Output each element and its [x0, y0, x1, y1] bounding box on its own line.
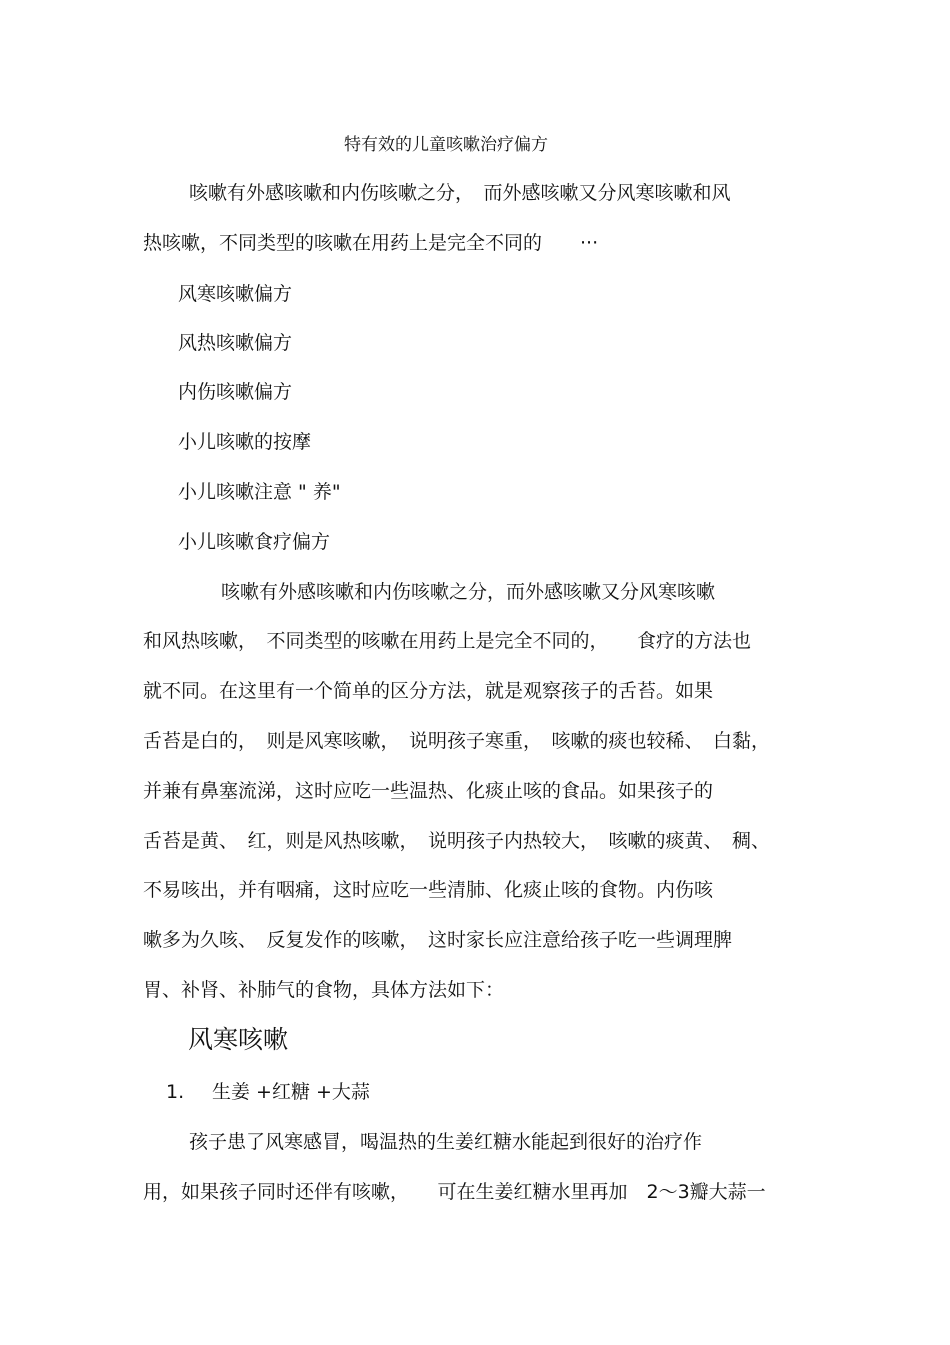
body-line-3: 就不同。在这里有一个简单的区分方法，就是观察孩子的舌苔。如果 [143, 680, 714, 702]
body-line-7: 不易咳出，并有咽痛，这时应吃一些清肺、化痰止咳的食物。内伤咳 [143, 879, 714, 901]
toc-item-internal: 内伤咳嗽偏方 [178, 381, 293, 403]
item-body-line-1: 孩子患了风寒感冒，喝温热的生姜红糖水能起到很好的治疗作 [189, 1131, 703, 1153]
list-item-number: 1. [166, 1081, 185, 1103]
toc-item-wind-heat: 风热咳嗽偏方 [178, 332, 293, 354]
document-title: 特有效的儿童咳嗽治疗偏方 [344, 135, 548, 155]
body-line-1: 咳嗽有外感咳嗽和内伤咳嗽之分，而外感咳嗽又分风寒咳嗽 [221, 581, 716, 603]
body-line-8: 嗽多为久咳、 反复发作的咳嗽， 这时家长应注意给孩子吃一些调理脾 [143, 929, 733, 951]
body-line-9: 胃、补肾、补肺气的食物，具体方法如下： [143, 979, 505, 1001]
body-line-4: 舌苔是白的， 则是风寒咳嗽， 说明孩子寒重， 咳嗽的痰也较稀、 白黏， [143, 730, 771, 752]
body-line-2: 和风热咳嗽， 不同类型的咳嗽在用药上是完全不同的， 食疗的方法也 [143, 630, 752, 652]
intro-line-2: 热咳嗽，不同类型的咳嗽在用药上是完全不同的 ··· [143, 232, 599, 254]
section-heading: 风寒咳嗽 [188, 1025, 289, 1054]
body-line-6: 舌苔是黄、 红，则是风热咳嗽， 说明孩子内热较大， 咳嗽的痰黄、 稠、 [143, 830, 771, 852]
intro-line-1: 咳嗽有外感咳嗽和内伤咳嗽之分， 而外感咳嗽又分风寒咳嗽和风 [189, 182, 731, 204]
item-body-line-2: 用，如果孩子同时还伴有咳嗽， 可在生姜红糖水里再加 2～3瓣大蒜一 [143, 1181, 766, 1203]
toc-item-diet: 小儿咳嗽食疗偏方 [178, 531, 331, 553]
toc-item-care: 小儿咳嗽注意 " 养" [178, 481, 341, 503]
body-line-5: 并兼有鼻塞流涕，这时应吃一些温热、化痰止咳的食品。如果孩子的 [143, 780, 714, 802]
list-item-text: 生姜 +红糖 +大蒜 [212, 1081, 370, 1103]
toc-item-wind-cold: 风寒咳嗽偏方 [178, 283, 293, 305]
toc-item-massage: 小儿咳嗽的按摩 [178, 431, 312, 453]
